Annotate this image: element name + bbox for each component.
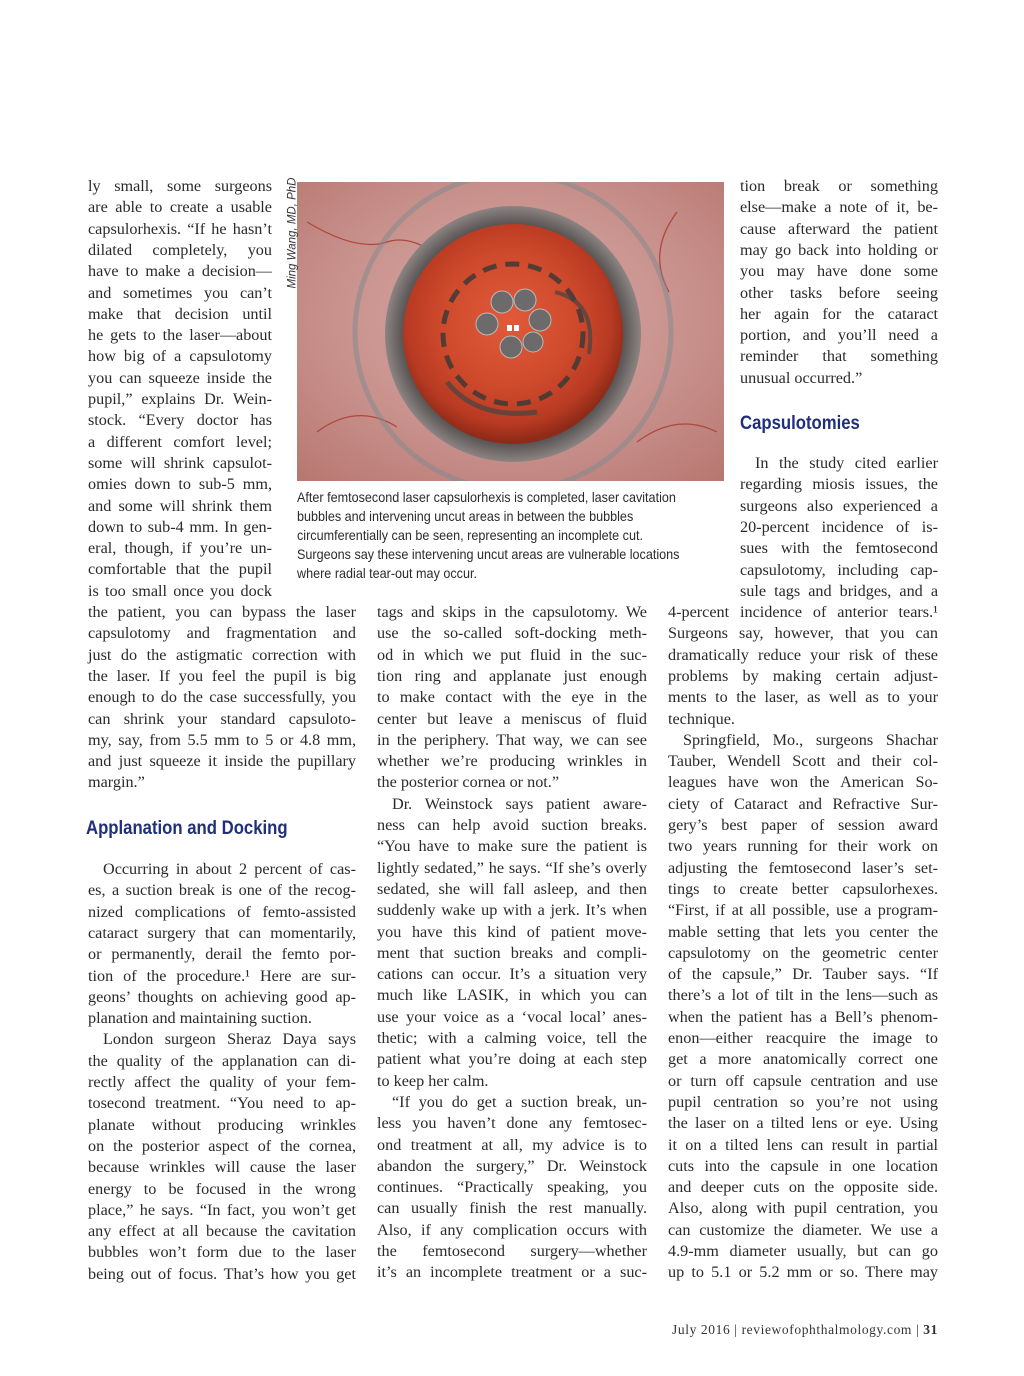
body-text-line: of the capsule,” Dr. Tauber says. “If	[668, 965, 938, 984]
body-text-line: sues with the femtosecond	[740, 539, 938, 558]
photo-credit-text: Ming Wang, MD, PhD	[286, 177, 299, 289]
body-text-line: geons’ thoughts on achieving good ap-	[88, 987, 356, 1006]
body-text-line: capsulorhexis. “If he hasn’t	[88, 219, 272, 238]
body-text-line: center but leave a meniscus of fluid	[377, 709, 647, 728]
body-text-line: and some will shrink them	[88, 496, 272, 515]
body-text-line: “If you do get a suction break, un-	[392, 1092, 647, 1111]
body-text-line: “First, if at all possible, use a program-	[668, 901, 938, 920]
body-text-line: it on a tilted lens can result in partial	[668, 1135, 938, 1154]
body-text-line: Springfield, Mo., surgeons Shachar	[683, 730, 938, 749]
body-text-line: in the periphery. That way, we can see	[377, 730, 647, 749]
body-text-line: just do the astigmatic correction with	[88, 645, 356, 664]
body-text-line: because wrinkles will cause the laser	[88, 1158, 356, 1177]
body-text-line: leagues have won the American So-	[668, 773, 938, 792]
body-text-line: when the patient has a Bell’s phenom-	[668, 1007, 938, 1026]
body-text-line: tion of the procedure.¹ Here are sur-	[88, 966, 356, 985]
body-text-line: he gets to the laser—about	[88, 326, 272, 345]
body-text-line: you can squeeze inside the	[88, 368, 272, 387]
body-text-line: use the so-called soft-docking meth-	[377, 624, 647, 643]
footer-date: July 2016	[672, 1322, 731, 1337]
footer-site: reviewofophthalmology.com	[741, 1322, 913, 1337]
body-text-line: or turn off capsule centration and use	[668, 1071, 938, 1090]
body-text-line: suddenly wake up with a jerk. It’s when	[377, 901, 647, 920]
body-text-line: there’s a lot of tilt in the lens—such as	[668, 986, 938, 1005]
body-text-line: is too small once you dock	[88, 581, 272, 600]
body-text-line: you may have done some	[740, 262, 938, 281]
body-text-line: my, say, from 5.5 mm to 5 or 4.8 mm,	[88, 730, 356, 749]
body-text-line: ment that suction breaks and compli-	[377, 943, 647, 962]
body-text-line: energy to be focused in the wrong	[88, 1179, 356, 1198]
body-text-line: Also, along with pupil centration, you	[668, 1199, 938, 1218]
body-text-line: lightly sedated,” he says. “If she’s overly	[377, 858, 647, 877]
photo-caption-line: After femtosecond laser capsulorhexis is completed, laser cavitation	[297, 489, 676, 505]
body-text-line: the femtosecond surgery—whether	[377, 1242, 647, 1260]
body-text-line: other tasks before seeing	[740, 283, 938, 302]
body-text-line: and just squeeze it inside the pupillary	[88, 752, 356, 771]
body-text-line: get a more anatomically correct one	[668, 1050, 938, 1069]
body-text-line: can customize the diameter. We use a	[668, 1220, 938, 1239]
body-text-line: any effect at all because the cavitation	[88, 1222, 356, 1241]
body-text-line: the laser. If you feel the pupil is big	[88, 666, 356, 685]
body-text-line: margin.”	[88, 773, 145, 792]
body-text-line: are able to create a usable	[88, 198, 272, 217]
body-text-line: continues. “Practically speaking, you	[377, 1178, 647, 1197]
body-text-line: down to sub-4 mm. In gen-	[88, 517, 272, 536]
body-text-line: may go back into holding or	[740, 240, 938, 259]
eye-surgery-photo	[297, 182, 724, 481]
body-text-line: how big of a capsulotomy	[88, 347, 272, 366]
body-text-line: less you haven’t done any femtosec-	[377, 1114, 647, 1133]
body-text-line: use your voice as a ‘vocal local’ anes-	[377, 1007, 647, 1026]
body-text-line: technique.	[668, 709, 735, 728]
body-text-line: capsulotomy on the geometric center	[668, 943, 938, 962]
body-text-line: 4-percent incidence of anterior tears.¹	[668, 603, 938, 621]
body-text-line: sule tags and bridges, and a	[740, 581, 938, 600]
body-text-line: make that decision until	[88, 304, 272, 323]
body-text-line: or permanently, derail the femto por-	[88, 945, 356, 964]
body-text-line: rectly affect the quality of your fem-	[88, 1073, 356, 1091]
body-text-line: surgeons also experienced a	[740, 496, 938, 515]
body-text-line: and sometimes you can’t	[88, 283, 272, 302]
body-text-line: od in which we put fluid in the suc-	[377, 645, 647, 664]
body-text-line: dilated completely, you	[88, 240, 272, 259]
body-text-line: eral, though, if you’re un-	[88, 539, 272, 558]
body-text-line: the posterior cornea or not.”	[377, 773, 560, 792]
body-text-line: problems by making certain adjust-	[668, 666, 938, 685]
body-text-line: else—make a note of it, be-	[740, 198, 938, 217]
photo-caption-line: where radial tear-out may occur.	[297, 565, 477, 581]
body-text-line: being out of focus. That’s how you get	[88, 1264, 356, 1283]
body-text-line: Surgeons say, however, that you can	[668, 624, 938, 643]
body-text-line: whether we’re producing wrinkles in	[377, 752, 647, 771]
section-heading-applanation: Applanation and Docking	[86, 818, 288, 839]
body-text-line: capsulotomy and fragmentation and	[88, 624, 356, 643]
body-text-line: tion break or something	[740, 177, 938, 195]
body-text-line: nized complications of femto-assisted	[88, 902, 356, 921]
body-text-line: the patient, you can bypass the laser	[88, 603, 356, 621]
body-text-line: can usually finish the rest manually.	[377, 1199, 647, 1218]
body-text-line: dramatically reduce your risk of these	[668, 645, 938, 664]
page-footer: July 2016 | reviewofophthalmology.com | 31	[672, 1322, 938, 1337]
body-text-line: comfortable that the pupil	[88, 560, 272, 579]
body-text-line: on the posterior aspect of the cornea,	[88, 1136, 356, 1155]
body-text-line: the quality of the applanation can di-	[88, 1051, 356, 1070]
body-text-line: her again for the cataract	[740, 304, 938, 323]
body-text-line: gery’s best paper of session award	[668, 816, 938, 834]
body-text-line: Occurring in about 2 percent of cas-	[103, 860, 356, 878]
page-number: 31	[923, 1322, 938, 1337]
body-text-line: the laser on a tilted lens or eye. Using	[668, 1114, 938, 1133]
body-text-line: Dr. Weinstock says patient aware-	[392, 794, 647, 813]
body-text-line: it’s an incomplete treatment or a suc-	[377, 1263, 647, 1282]
body-text-line: two years running for their work on	[668, 837, 938, 856]
photo-caption-line: Surgeons say these intervening uncut areas are vulnerable locations	[297, 546, 680, 562]
body-text-line: ly small, some surgeons	[88, 177, 272, 195]
body-text-line: “You have to make sure the patient is	[377, 837, 647, 856]
body-text-line: reminder that something	[740, 347, 938, 366]
section-heading-capsulotomies: Capsulotomies	[740, 413, 860, 434]
body-text-line: Tauber, Wendell Scott and their col-	[668, 752, 938, 771]
body-text-line: patient what you’re doing at each step	[377, 1050, 647, 1069]
body-text-line: ciety of Cataract and Refractive Sur-	[668, 794, 938, 813]
body-text-line: abandon the surgery,” Dr. Weinstock	[377, 1156, 647, 1175]
body-text-line: portion, and you’ll need a	[740, 326, 938, 345]
body-text-line: adjusting the femtosecond laser’s set-	[668, 858, 938, 877]
body-text-line: to make contact with the eye in the	[377, 688, 647, 707]
body-text-line: cause afterward the patient	[740, 219, 938, 238]
eye-photo-graphic	[297, 182, 724, 481]
body-text-line: some will shrink capsulot-	[88, 453, 272, 472]
body-text-line: es, a suction break is one of the recog-	[88, 881, 356, 900]
body-text-line: a different comfort level;	[88, 432, 272, 451]
body-text-line: cataract surgery that can momentarily,	[88, 923, 356, 942]
body-text-line: to keep her calm.	[377, 1071, 489, 1090]
body-text-line: enough to do the case successfully, you	[88, 688, 356, 707]
photo-caption-line: bubbles and intervening uncut areas in between the bubbles	[297, 508, 634, 524]
body-text-line: enon—either reacquire the image to	[668, 1029, 938, 1047]
body-text-line: place,” he says. “In fact, you won’t get	[88, 1200, 356, 1219]
body-text-line: tags and skips in the capsulotomy. We	[377, 603, 647, 621]
body-text-line: stock. “Every doctor has	[88, 411, 272, 430]
body-text-line: you have this kind of patient move-	[377, 922, 647, 941]
body-text-line: and deeper cuts on the opposite side.	[668, 1178, 938, 1197]
body-text-line: Also, if any complication occurs with	[377, 1220, 647, 1239]
body-text-line: thetic; with a calming voice, tell the	[377, 1029, 647, 1047]
body-text-line: pupil centration so you’re not using	[668, 1092, 938, 1111]
body-text-line: cations can occur. It’s a situation very	[377, 965, 647, 984]
body-text-line: omies down to sub-5 mm,	[88, 475, 272, 494]
body-text-line: unusual occurred.”	[740, 368, 863, 387]
body-text-line: tion ring and applanate just enough	[377, 666, 647, 685]
body-text-line: can shrink your standard capsuloto-	[88, 709, 356, 728]
body-text-line: pupil,” explains Dr. Wein-	[88, 390, 272, 408]
body-text-line: planate without producing wrinkles	[88, 1115, 356, 1134]
body-text-line: ness can help avoid suction breaks.	[377, 816, 647, 834]
body-text-line: In the study cited earlier	[755, 454, 938, 472]
body-text-line: up to 5.1 or 5.2 mm or so. There may	[668, 1263, 938, 1282]
body-text-line: have to make a decision—	[88, 262, 272, 281]
body-text-line: cuts into the capsule in one location	[668, 1156, 938, 1175]
body-text-line: planation and maintaining suction.	[88, 1009, 312, 1028]
body-text-line: tings to create better capsulorhexes.	[668, 879, 938, 898]
body-text-line: 20-percent incidence of is-	[740, 517, 938, 536]
body-text-line: regarding miosis issues, the	[740, 475, 938, 494]
body-text-line: ond treatment at all, my advice is to	[377, 1135, 647, 1154]
body-text-line: London surgeon Sheraz Daya says	[103, 1030, 356, 1049]
body-text-line: bubbles won’t form due to the laser	[88, 1243, 356, 1262]
body-text-line: 4.9-mm diameter usually, but can go	[668, 1242, 938, 1260]
body-text-line: tosecond treatment. “You need to ap-	[88, 1094, 356, 1113]
body-text-line: much like LASIK, in which you can	[377, 986, 647, 1005]
body-text-line: capsulotomy, including cap-	[740, 560, 938, 579]
photo-caption-line: circumferentially can be seen, representing an incomplete cut.	[297, 527, 643, 543]
body-text-line: sedated, she will fall asleep, and then	[377, 879, 647, 898]
body-text-line: mable setting that lets you center the	[668, 922, 938, 941]
body-text-line: ments to the laser, as well as to your	[668, 688, 938, 707]
